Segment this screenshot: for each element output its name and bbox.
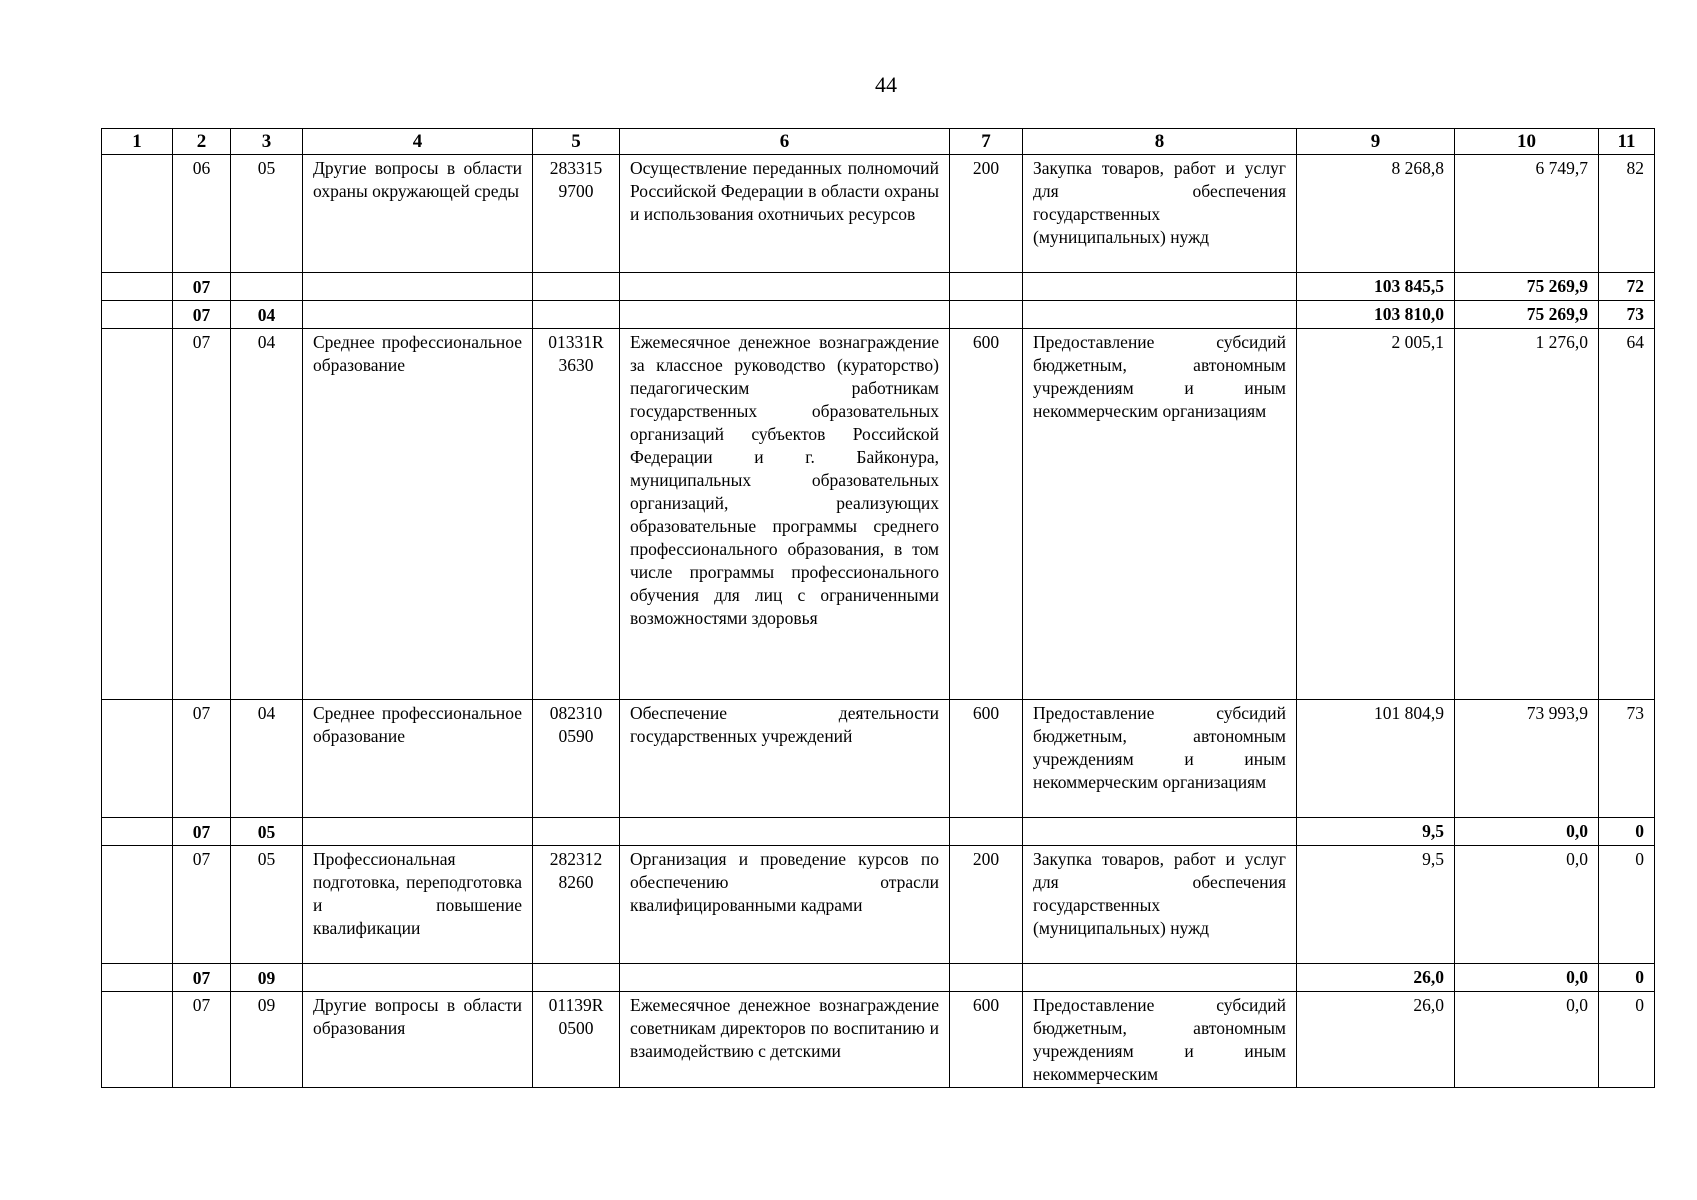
expense-type-name-cell: Закупка товаров, работ и услуг для обеспечения государственных (муниципальных) нужд	[1023, 155, 1297, 273]
target-code-part: 9700	[558, 181, 594, 201]
expense-type-name-cell: Предоставление субсидий бюджетным, автономным учреждениям и иным некоммерческим организациям	[1023, 700, 1297, 818]
section-code-cell: 07	[173, 992, 231, 1088]
approved-amount-cell: 103 845,5	[1297, 273, 1455, 301]
subsection-code-cell: 04	[231, 301, 303, 329]
executed-amount-cell: 75 269,9	[1455, 273, 1599, 301]
header-cell: 5	[533, 129, 620, 155]
name-cell	[303, 273, 533, 301]
section-code-cell: 07	[173, 273, 231, 301]
subsection-code-cell: 05	[231, 846, 303, 964]
col-1-cell	[102, 700, 173, 818]
target-code-part: 082310	[549, 703, 603, 723]
execution-percent-cell: 0	[1599, 992, 1655, 1088]
approved-amount-cell: 9,5	[1297, 846, 1455, 964]
approved-amount-cell: 103 810,0	[1297, 301, 1455, 329]
target-code-part: 3630	[558, 355, 594, 375]
execution-percent-cell: 0	[1599, 964, 1655, 992]
header-cell: 2	[173, 129, 231, 155]
subsection-code-cell: 04	[231, 329, 303, 700]
expense-type-name-cell	[1023, 818, 1297, 846]
expense-type-name-cell	[1023, 964, 1297, 992]
page-number: 44	[875, 72, 897, 97]
table-row	[102, 155, 1655, 273]
approved-amount-cell: 8 268,8	[1297, 155, 1455, 273]
executed-amount-cell: 73 993,9	[1455, 700, 1599, 818]
subsection-code-cell: 09	[231, 964, 303, 992]
target-name-cell: Осуществление переданных полномочий Российской Федерации в области охраны и использования охотничьих ресурсов	[620, 155, 950, 273]
target-code-part: 01331R	[548, 332, 604, 352]
execution-percent-cell: 82	[1599, 155, 1655, 273]
target-name-cell	[620, 301, 950, 329]
execution-percent-cell: 73	[1599, 301, 1655, 329]
expense-type-code-cell: 600	[950, 992, 1023, 1088]
header-cell: 8	[1023, 129, 1297, 155]
name-cell	[303, 818, 533, 846]
column-number-row	[102, 129, 1655, 155]
name-cell: Среднее профессиональное образование	[303, 329, 533, 700]
target-code-part: 8260	[558, 872, 594, 892]
executed-amount-cell: 0,0	[1455, 846, 1599, 964]
approved-amount-cell: 26,0	[1297, 964, 1455, 992]
target-code-part: 0500	[558, 1018, 594, 1038]
subtotal-row	[102, 273, 1655, 301]
section-code-cell: 07	[173, 818, 231, 846]
col-1-cell	[102, 818, 173, 846]
target-code-cell	[533, 155, 620, 273]
table-row	[102, 846, 1655, 964]
name-cell: Среднее профессиональное образование	[303, 700, 533, 818]
execution-percent-cell: 64	[1599, 329, 1655, 700]
section-code-cell: 07	[173, 700, 231, 818]
target-code-cell	[533, 964, 620, 992]
table-row	[102, 329, 1655, 700]
expense-type-name-cell: Предоставление субсидий бюджетным, автономным учреждениям и иным некоммерческим организациям	[1023, 329, 1297, 700]
header-cell: 1	[102, 129, 173, 155]
target-name-cell: Организация и проведение курсов по обеспечению отрасли квалифицированными кадрами	[620, 846, 950, 964]
expense-type-code-cell: 200	[950, 155, 1023, 273]
name-cell: Профессиональная подготовка, переподготовка и повышение квалификации	[303, 846, 533, 964]
target-name-cell: Ежемесячное денежное вознаграждение за классное руководство (кураторство) педагогическим работникам государственных образовательных организаций субъектов Российской Федерации и г. Байконура, муниципальных образовательных организаций, реализующих образовательные программы среднего профессионального образования, в том числе программы профессионального обучения для лиц с ограниченными возможностями здоровья	[620, 329, 950, 700]
target-code-cell	[533, 992, 620, 1088]
target-code-part: 283315	[549, 158, 603, 178]
subsection-code-cell: 05	[231, 818, 303, 846]
expense-type-code-cell: 200	[950, 846, 1023, 964]
approved-amount-cell: 26,0	[1297, 992, 1455, 1088]
target-code-part: 0590	[558, 726, 594, 746]
subtotal-row	[102, 301, 1655, 329]
executed-amount-cell: 0,0	[1455, 964, 1599, 992]
header-cell: 10	[1455, 129, 1599, 155]
expense-type-code-cell	[950, 273, 1023, 301]
target-code-part: 01139R	[548, 995, 604, 1015]
expense-type-code-cell	[950, 301, 1023, 329]
executed-amount-cell: 1 276,0	[1455, 329, 1599, 700]
executed-amount-cell: 0,0	[1455, 818, 1599, 846]
subsection-code-cell: 05	[231, 155, 303, 273]
expense-type-code-cell	[950, 818, 1023, 846]
target-code-cell	[533, 273, 620, 301]
col-1-cell	[102, 301, 173, 329]
executed-amount-cell: 0,0	[1455, 992, 1599, 1088]
approved-amount-cell: 9,5	[1297, 818, 1455, 846]
name-cell	[303, 301, 533, 329]
table-row	[102, 700, 1655, 818]
expense-type-code-cell: 600	[950, 700, 1023, 818]
subsection-code-cell: 09	[231, 992, 303, 1088]
target-code-cell	[533, 846, 620, 964]
target-name-cell	[620, 964, 950, 992]
header-cell: 6	[620, 129, 950, 155]
table-row	[102, 992, 1655, 1088]
col-1-cell	[102, 329, 173, 700]
col-1-cell	[102, 155, 173, 273]
subsection-code-cell: 04	[231, 700, 303, 818]
expense-type-name-cell	[1023, 273, 1297, 301]
col-1-cell	[102, 846, 173, 964]
budget-table	[101, 128, 1655, 1088]
expense-type-code-cell: 600	[950, 329, 1023, 700]
section-code-cell: 07	[173, 301, 231, 329]
header-cell: 9	[1297, 129, 1455, 155]
target-name-cell	[620, 818, 950, 846]
header-cell: 4	[303, 129, 533, 155]
name-cell: Другие вопросы в области охраны окружающей среды	[303, 155, 533, 273]
col-1-cell	[102, 964, 173, 992]
expense-type-name-cell	[1023, 301, 1297, 329]
target-name-cell	[620, 273, 950, 301]
execution-percent-cell: 73	[1599, 700, 1655, 818]
col-1-cell	[102, 992, 173, 1088]
execution-percent-cell: 72	[1599, 273, 1655, 301]
execution-percent-cell: 0	[1599, 846, 1655, 964]
approved-amount-cell: 101 804,9	[1297, 700, 1455, 818]
name-cell: Другие вопросы в области образования	[303, 992, 533, 1088]
header-cell: 3	[231, 129, 303, 155]
expense-type-code-cell	[950, 964, 1023, 992]
subtotal-row	[102, 818, 1655, 846]
expense-type-name-cell: Закупка товаров, работ и услуг для обеспечения государственных (муниципальных) нужд	[1023, 846, 1297, 964]
target-name-cell: Обеспечение деятельности государственных учреждений	[620, 700, 950, 818]
executed-amount-cell: 75 269,9	[1455, 301, 1599, 329]
header-cell: 7	[950, 129, 1023, 155]
target-code-cell	[533, 329, 620, 700]
subsection-code-cell	[231, 273, 303, 301]
executed-amount-cell: 6 749,7	[1455, 155, 1599, 273]
col-1-cell	[102, 273, 173, 301]
header-cell: 11	[1599, 129, 1655, 155]
execution-percent-cell: 0	[1599, 818, 1655, 846]
target-code-cell	[533, 301, 620, 329]
name-cell	[303, 964, 533, 992]
target-code-cell	[533, 818, 620, 846]
subtotal-row	[102, 964, 1655, 992]
target-code-cell	[533, 700, 620, 818]
section-code-cell: 07	[173, 846, 231, 964]
approved-amount-cell: 2 005,1	[1297, 329, 1455, 700]
section-code-cell: 07	[173, 329, 231, 700]
section-code-cell: 06	[173, 155, 231, 273]
section-code-cell: 07	[173, 964, 231, 992]
target-name-cell: Ежемесячное денежное вознаграждение советникам директоров по воспитанию и взаимодействию с детскими	[620, 992, 950, 1088]
expense-type-name-cell: Предоставление субсидий бюджетным, автономным учреждениям и иным некоммерческим	[1023, 992, 1297, 1088]
target-code-part: 282312	[549, 849, 603, 869]
